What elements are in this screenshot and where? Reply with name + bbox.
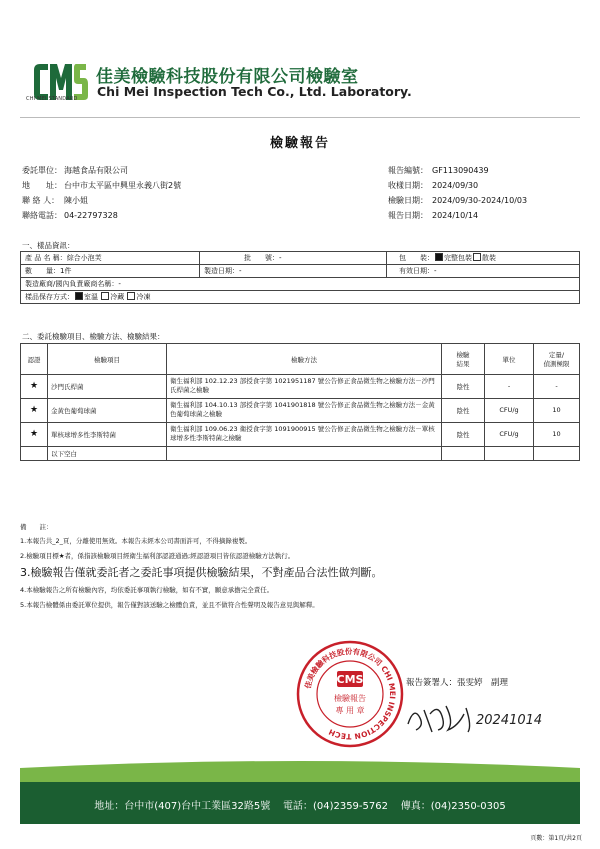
batch-label: 批 號： — [244, 254, 279, 262]
report-title: 檢驗報告 — [269, 136, 330, 151]
row-method: 衛生福利部 104.10.13 部授食字第 1041901818 號公告修正食品微生物之檢驗方法－金黃色葡萄球菌之檢驗 — [167, 398, 442, 422]
signer-row — [406, 676, 508, 688]
col-header-result: 檢驗 結果 — [442, 344, 485, 375]
receive-date-row — [388, 182, 478, 190]
footer-phone-value: (04)2359-5762 — [312, 801, 388, 812]
row-unit: CFU/g — [485, 398, 534, 422]
row-limit: 10 — [534, 422, 580, 446]
signer-label: 報告簽署人： — [406, 678, 458, 688]
package-label: 包 裝： — [399, 254, 434, 262]
row-cert-star: ★ — [21, 422, 48, 446]
row-unit: CFU/g — [485, 422, 534, 446]
quantity-label: 數 量： — [25, 267, 60, 275]
product-name-value: 綜合小泡芙 — [66, 254, 102, 262]
table-row — [21, 375, 580, 399]
report-date-value: 2024/10/14 — [432, 211, 479, 220]
client-unit-label: 委託單位： — [22, 166, 62, 175]
receive-date-label: 收樣日期： — [388, 181, 428, 190]
footer-contact — [0, 797, 600, 812]
storage-cell — [21, 291, 580, 304]
row-cert-star: ★ — [21, 398, 48, 422]
notes-heading: 備 註： — [20, 523, 53, 531]
package-cell — [387, 252, 580, 265]
company-seal — [296, 640, 404, 748]
report-number-row — [388, 167, 489, 175]
row-item: 沙門氏桿菌 — [48, 375, 167, 399]
row-item: 金黃色葡萄球菌 — [48, 398, 167, 422]
package-bulk-label: 散裝 — [482, 254, 496, 262]
contact-row — [22, 197, 88, 205]
quantity-cell — [21, 265, 200, 278]
note-1: 1.本報告共_2_頁，分離使用無效。本報告未經本公司書面許可，不得摘錄複製。 — [20, 537, 252, 545]
row-limit: 10 — [534, 398, 580, 422]
seal-line-1: 檢驗報告 — [334, 694, 366, 703]
package-complete-checkbox — [435, 253, 443, 261]
address-label: 地 址： — [22, 181, 62, 190]
manufacturer-label: 製造廠商/國內負責廠商名稱： — [25, 280, 119, 288]
sample-section-heading: 一、樣品資訊： — [22, 241, 75, 250]
contact-value: 陳小姐 — [64, 196, 88, 205]
seal-logo: CMS — [336, 673, 364, 686]
row-item: 單核球增多性李斯特菌 — [48, 422, 167, 446]
col-header-cert: 認證 — [21, 344, 48, 375]
batch-value: - — [279, 254, 282, 262]
product-name-label: 產 品 名 稱： — [25, 254, 67, 262]
report-date-label: 報告日期： — [388, 211, 428, 220]
address-value: 台中市太平區中興里永義八街2號 — [64, 181, 182, 190]
note-4: 4.本檢驗報告之所有檢驗內容，均依委託事項執行檢驗，如有不實，願意承擔完全責任。 — [20, 586, 274, 594]
manufacturer-cell — [21, 278, 580, 291]
header-divider — [20, 117, 580, 118]
quantity-value: 1件 — [60, 267, 72, 275]
expiry-date-label: 有效日期： — [399, 267, 434, 275]
mfg-date-cell — [200, 265, 387, 278]
row-limit: - — [534, 375, 580, 399]
page-number: 頁數：第1頁/共2頁 — [530, 835, 582, 842]
col-header-item: 檢驗項目 — [48, 344, 167, 375]
report-number-value: GF113090439 — [432, 166, 489, 175]
table-row-blank — [21, 446, 580, 460]
row-unit: - — [485, 375, 534, 399]
col-header-method: 檢驗方法 — [167, 344, 442, 375]
test-date-value: 2024/09/30-2024/10/03 — [432, 196, 528, 205]
expiry-date-value: - — [434, 267, 437, 275]
blank-note: 以下空白 — [48, 446, 167, 460]
storage-room-temp-checkbox — [75, 292, 83, 300]
client-unit-row — [22, 167, 128, 175]
mfg-date-value: - — [239, 267, 242, 275]
row-result: 陰性 — [442, 398, 485, 422]
receive-date-value: 2024/09/30 — [432, 181, 479, 190]
row-cert-star: ★ — [21, 375, 48, 399]
test-date-row — [388, 197, 527, 205]
logo-subtitle: CHI MEI STANDARD — [26, 96, 78, 102]
phone-row — [22, 212, 118, 220]
batch-cell — [200, 252, 387, 265]
manufacturer-value: - — [118, 280, 121, 288]
table-header-row — [21, 344, 580, 375]
footer-fax-label: 傳真： — [400, 801, 431, 812]
test-section-heading: 二、委託檢驗項目、檢驗方法、檢驗結果： — [22, 332, 165, 341]
storage-frozen-checkbox — [127, 292, 135, 300]
handwritten-signature — [402, 696, 580, 736]
table-row — [21, 422, 580, 446]
storage-refrigerated-checkbox — [101, 292, 109, 300]
storage-label: 樣品保存方式： — [25, 293, 74, 301]
storage-frozen-label: 冷凍 — [136, 293, 151, 301]
phone-value: 04-22797328 — [64, 211, 118, 220]
footer-phone-label: 電話： — [282, 801, 313, 812]
contact-label: 聯 絡 人： — [22, 196, 60, 205]
sample-info-table — [20, 251, 580, 304]
note-5: 5.本報告檢體係由委託單位提供，報告僅對該送驗之檢體負責，並且不做符合性聲明及報告意見與解釋。 — [20, 601, 319, 609]
company-name-chinese: 佳美檢驗科技股份有限公司檢驗室 — [96, 67, 359, 87]
client-unit-value: 海越食品有限公司 — [64, 166, 128, 175]
row-result: 陰性 — [442, 375, 485, 399]
seal-ring-text: 佳美檢驗科技股份有限公司 CHI MEI INSPECTION TECH — [303, 646, 398, 742]
report-date-row — [388, 212, 478, 220]
col-header-unit: 單位 — [485, 344, 534, 375]
mfg-date-label: 製造日期： — [204, 267, 239, 275]
address-row — [22, 182, 181, 190]
package-bulk-checkbox — [473, 253, 481, 261]
test-date-label: 檢驗日期： — [388, 196, 428, 205]
footer-address-label: 地址： — [94, 801, 125, 812]
company-name-english: Chi Mei Inspection Tech Co., Ltd. Laboratory. — [97, 84, 412, 99]
package-complete-label: 完整包裝 — [444, 254, 472, 262]
table-row — [21, 398, 580, 422]
signer-name: 張雯婷 副理 — [457, 678, 509, 688]
note-3: 3.檢驗報告僅就委託者之委託事項提供檢驗結果，不對產品合法性做判斷。 — [20, 566, 383, 579]
note-2: 2.檢驗項目標★者，係指該檢驗項目經衛生福利部認證通過;經認證項目皆依認證檢驗方法執行。 — [20, 552, 295, 560]
handwritten-date: 20241014 — [476, 713, 543, 728]
product-name-cell — [21, 252, 200, 265]
row-method: 衛生福利部 102.12.23 部授食字第 1021951187 號公告修正食品微生物之檢驗方法－沙門氏桿菌之檢驗 — [167, 375, 442, 399]
row-method: 衛生福利部 109.06.23 衛授食字第 1091900915 號公告修正食品微生物之檢驗方法－單核球增多性李斯特菌之檢驗 — [167, 422, 442, 446]
report-number-label: 報告編號： — [388, 166, 428, 175]
footer-fax-value: (04)2350-0305 — [430, 801, 506, 812]
test-results-table — [20, 343, 580, 461]
footer-band — [0, 760, 600, 826]
col-header-limit: 定量/ 偵測極限 — [534, 344, 580, 375]
phone-label: 聯絡電話： — [22, 211, 62, 220]
footer-address-value: 台中市(407)台中工業區32路5號 — [124, 801, 271, 812]
storage-refrigerated-label: 冷藏 — [110, 293, 125, 301]
storage-room-temp-label: 室溫 — [84, 293, 98, 301]
row-result: 陰性 — [442, 422, 485, 446]
seal-line-2: 專 用 章 — [335, 706, 365, 715]
expiry-date-cell — [387, 265, 580, 278]
